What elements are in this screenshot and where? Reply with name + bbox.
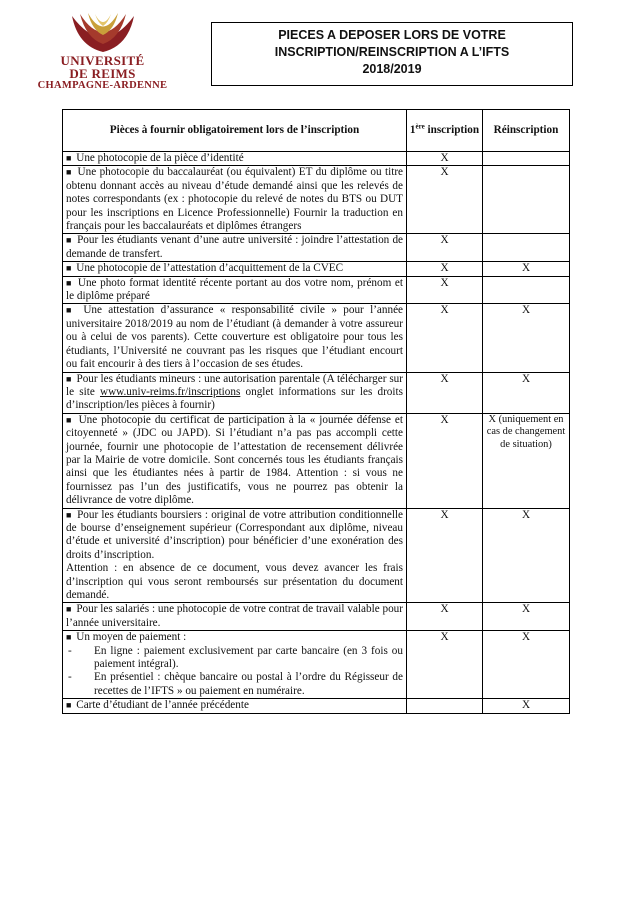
crown-emblem-icon [68, 12, 138, 54]
table-row [63, 304, 570, 372]
header-first-label: inscription [424, 123, 480, 136]
row-text-attention: Attention : en absence de ce document, vous devez avancer les frais d’inscription qui vous seront remboursés sur présentation du document demandé. [66, 562, 403, 601]
reinscription-mark: X [483, 304, 570, 372]
table-row [63, 372, 570, 413]
header-first-inscription [407, 110, 483, 152]
bullet-icon: ■ [66, 632, 72, 643]
first-inscription-mark: X [407, 413, 483, 508]
logo-line-2: DE REIMS [69, 66, 136, 81]
reinscription-mark: X (uniquement en cas de changement de situation) [483, 413, 570, 508]
table-row [63, 152, 570, 166]
table-row [63, 603, 570, 631]
payment-option-online [66, 645, 403, 672]
reinscription-mark: X [483, 699, 570, 713]
bullet-icon: ■ [66, 235, 72, 246]
logo-line-3: CHAMPAGNE-ARDENNE [37, 80, 168, 91]
bullet-icon: ■ [66, 604, 72, 615]
row-text: Pour les étudiants boursiers : original de votre attribution conditionnelle de bourse d’enseignement supérieur (Correspondant aux diplôme, niveau d’étude et université d’inscription) pour bénéficier d’une exonération des droits d’inscription. [66, 508, 404, 561]
dash-icon: - [68, 671, 72, 684]
table-header-row [63, 110, 570, 152]
reinscription-mark: X [483, 508, 570, 603]
university-logo [20, 12, 185, 92]
row-text: Une photocopie de la pièce d’identité [76, 152, 244, 164]
header-pieces: Pièces à fournir obligatoirement lors de l’inscription [63, 110, 407, 152]
reinscription-mark [483, 166, 570, 234]
first-inscription-mark: X [407, 276, 483, 304]
bullet-icon: ■ [66, 263, 72, 274]
header-first-sup: ère [415, 122, 425, 131]
bullet-icon: ■ [66, 509, 72, 520]
bullet-icon: ■ [66, 700, 72, 711]
row-text-post: onglet informations sur les droits d’inscription/les pièces à fournir) [66, 385, 403, 412]
inscriptions-link[interactable]: www.univ-reims.fr/inscriptions [99, 385, 241, 398]
reinscription-mark [483, 234, 570, 262]
payment-presentiel-text: En présentiel : chèque bancaire ou postal à l’ordre du Régisseur de recettes de l’IFTS » ou paiement en numéraire. [94, 671, 403, 697]
first-inscription-mark [407, 699, 483, 713]
row-text: Pour les étudiants mineurs : une autorisation parentale (A télécharger sur le site [66, 372, 404, 398]
table-row [63, 508, 570, 603]
first-inscription-mark: X [407, 234, 483, 262]
payment-option-presentiel [66, 671, 403, 698]
first-inscription-mark: X [407, 262, 483, 276]
row-text: Pour les étudiants venant d’une autre université : joindre l’attestation de demande de transfert. [66, 234, 404, 260]
first-inscription-mark: X [407, 152, 483, 166]
title-line-2: INSCRIPTION/REINSCRIPTION A L’IFTS [274, 45, 510, 59]
title-line-1: PIECES A DEPOSER LORS DE VOTRE [278, 28, 506, 42]
reinscription-mark: X [483, 603, 570, 631]
table-row [63, 699, 570, 713]
row-text: Une photocopie du certificat de participation à la « journée défense et citoyenneté » (JDC ou JAPD). Si l’étudiant n’a pas pas accompli cette journée, fournir une photocopie de l’attestation de recensement délivrée par la Mairie de votre domicile. Sont concernés tous les étudiants français ainsi que les étudiantes nées à partir de 1984. Attention : si vous ne fournissez pas l’un des justificatifs, vous ne pourrez pas obtenir la délivrance de votre diplôme. [66, 413, 404, 507]
documents-table [62, 109, 570, 714]
table-row [63, 276, 570, 304]
first-inscription-mark: X [407, 508, 483, 603]
row-text: Une photo format identité récente portant au dos votre nom, prénom et le diplôme préparé [66, 276, 404, 303]
table-row [63, 262, 570, 276]
bullet-icon: ■ [66, 153, 72, 163]
header-first-num: 1 [409, 123, 416, 136]
title-line-3: 2018/2019 [362, 62, 422, 76]
reinscription-mark [483, 152, 570, 166]
first-inscription-mark: X [407, 166, 483, 234]
reinscription-mark: X [483, 631, 570, 699]
payment-online-text: En ligne : paiement exclusivement par carte bancaire (en 3 fois ou paiement intégral). [94, 644, 403, 671]
row-text: Une photocopie du baccalauréat (ou équivalent) ET du diplôme ou titre obtenu donnant accès au niveau d’étude demandé ainsi que les relevés de notes correspondants (ex : photocopie du relevé de notes du BTS ou DUT pour les inscriptions en Licence Professionnelle) Fournir la traduction en français pour les baccalauréats et diplômes étrangers [66, 166, 404, 233]
first-inscription-mark: X [407, 304, 483, 372]
table-row [63, 234, 570, 262]
bullet-icon: ■ [66, 167, 73, 178]
reinscription-mark: X [483, 262, 570, 276]
first-inscription-mark: X [407, 603, 483, 631]
document-title [211, 22, 573, 86]
row-text: Carte d’étudiant de l’année précédente [76, 699, 249, 712]
row-text: Une attestation d’assurance « responsabilité civile » pour l’année universitaire 2018/2019 au nom de l’étudiant (à demander à votre assureur ou à celui de vos parents). Cette couverture est obligatoire pour tous les étudiants, l’Université ne couvrant pas les risques que l’étudiant encourt ou fait encourir à des tiers à l’occasion de ses études. [66, 304, 404, 371]
reinscription-mark [483, 276, 570, 304]
table-row [63, 631, 570, 699]
table-row [63, 166, 570, 234]
bullet-icon: ■ [66, 414, 73, 425]
header-reinscription: Réinscription [483, 110, 570, 152]
table-row [63, 413, 570, 508]
row-text: Un moyen de paiement : [76, 631, 187, 644]
logo-line-1: UNIVERSITÉ [60, 53, 145, 68]
bullet-icon: ■ [66, 277, 73, 288]
row-text: Pour les salariés : une photocopie de votre contrat de travail valable pour l’année universitaire. [66, 603, 404, 629]
bullet-icon: ■ [66, 305, 75, 316]
first-inscription-mark: X [407, 631, 483, 699]
bullet-icon: ■ [66, 373, 72, 384]
reinscription-mark: X [483, 372, 570, 413]
row-text: Une photocopie de l’attestation d’acquittement de la CVEC [76, 262, 344, 275]
first-inscription-mark: X [407, 372, 483, 413]
dash-icon: - [68, 644, 72, 657]
